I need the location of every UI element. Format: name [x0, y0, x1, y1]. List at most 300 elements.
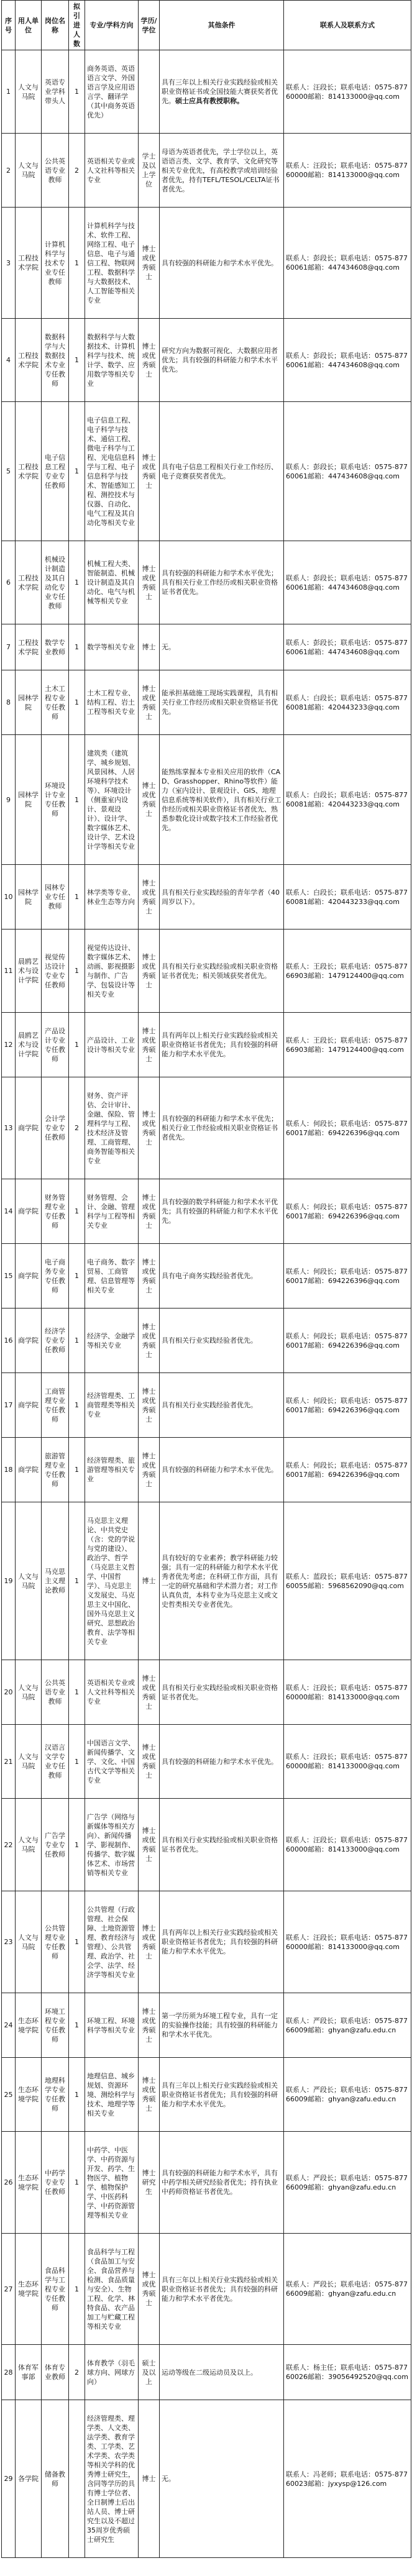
row-edu: 博士或优秀硕士: [139, 1179, 160, 1244]
row-edu: 博士或优秀硕士: [139, 1799, 160, 1891]
row-contact: 联系人：王段长；联系电话：0575-87766903邮箱：1479124400@qq.com: [284, 1013, 411, 1077]
row-conditions: [160, 2400, 284, 2558]
row-no: 17: [2, 1373, 16, 1438]
row-edu: 博士或优秀硕士: [139, 541, 160, 624]
row-unit: 生态环境学院: [16, 2058, 42, 2132]
row-no: 26: [2, 2132, 16, 2234]
row-contact: 联系人：严段长；联系电话：0575-87766009邮箱：ghyan@zafu.edu.cn: [284, 2234, 411, 2345]
table-row: [2, 1373, 411, 1438]
row-count: 1: [69, 1660, 85, 1725]
row-edu: 博士: [139, 1502, 160, 1660]
row-count: 1: [69, 1244, 85, 1309]
row-conditions: [160, 1077, 284, 1179]
row-major: 体育教学（羽毛球方向、网球方向）: [85, 2345, 139, 2400]
row-no: 24: [2, 1993, 16, 2058]
row-edu: 硕士及以上: [139, 2345, 160, 2400]
row-contact: 联系人：汪段长；联系电话：0575-87760000邮箱：814133000@qq.com: [284, 50, 411, 134]
table-row: [2, 1438, 411, 1502]
row-conditions-text: 具有两年以上相关行业实践经验或相关职业资格证书者优先；具有较强的科研能力和学术水平优先。: [162, 1929, 278, 1955]
row-major: 电子商务、数字贸易、工商管理、信息管理等相关专业: [85, 1244, 139, 1309]
row-edu: 博士或优秀硕士: [139, 1373, 160, 1438]
row-post: 汉语言文学专业专任教师: [42, 1725, 69, 1799]
row-unit: 园林学院: [16, 735, 42, 865]
row-post: 工商管理专业专任教师: [42, 1373, 69, 1438]
row-conditions-text: 具有相关行业实践经验者优先。: [162, 1401, 257, 1409]
row-major: 土木工程专业、结构工程、岩土工程等相关专业: [85, 670, 139, 735]
row-conditions-text: 具有较强的数学科研能力和学术水平优先；具有较强的科研能力和学术水平优先。: [162, 1198, 278, 1225]
row-major: 数学等相关专业: [85, 624, 139, 670]
table-row: [2, 624, 411, 670]
row-post: 视觉传达设计专业专任教师: [42, 929, 69, 1013]
row-major: 财务管理、会计、金融、管理科学与工程等相关专业: [85, 1179, 139, 1244]
row-conditions-text: 具有电子信息工程相关行业工作经历、电子竞赛获奖者优先。: [162, 462, 278, 480]
row-post: 会计学专业专任教师: [42, 1077, 69, 1179]
row-conditions: [160, 1725, 284, 1799]
row-post: 机械设计制造及其自动化专业专任教师: [42, 541, 69, 624]
row-edu: 博士或优秀硕士: [139, 1725, 160, 1799]
row-unit: 工程技术学院: [16, 402, 42, 541]
row-major: 英语相关专业或人文社科等相关专业: [85, 1660, 139, 1725]
row-count: 1: [69, 865, 85, 929]
row-edu: 博士研究生: [139, 2132, 160, 2234]
row-post: 公共英语专业教师: [42, 134, 69, 208]
row-contact: 联系人：汪段长；联系电话：0575-87760000邮箱：814133000@qq.com: [284, 1725, 411, 1799]
row-conditions-text: 第一学历须为环境工程专业，具有一定的实验操作技能；具有较强的科研能力和学术水平优先。: [162, 2012, 278, 2039]
row-edu: 博士或优秀硕士: [139, 1309, 160, 1373]
row-unit: 园林学院: [16, 670, 42, 735]
row-post: 土木工程专业专任教师: [42, 670, 69, 735]
row-edu: [139, 50, 160, 134]
row-post: 计算机科学与技术专业专任教师: [42, 208, 69, 319]
row-unit: 商学院: [16, 1244, 42, 1309]
row-major: 地理信息、城乡规划、资源环境、测绘科学与技术、地理学等相关专业: [85, 2058, 139, 2132]
row-post: 产品设计专业专任教师: [42, 1013, 69, 1077]
row-no: 13: [2, 1077, 16, 1179]
row-count: 1: [69, 402, 85, 541]
row-unit: 生态环境学院: [16, 1993, 42, 2058]
row-unit: 工程技术学院: [16, 541, 42, 624]
row-major: 经济管理类、工商管理类等相关专业: [85, 1373, 139, 1438]
row-conditions: [160, 1891, 284, 1993]
row-major: 视觉传达设计、数字媒体艺术、动画、影视摄影与制作、广告学、包装设计等相关专业: [85, 929, 139, 1013]
row-unit: 人文与马院: [16, 1660, 42, 1725]
row-edu: 博士: [139, 2400, 160, 2558]
row-major: 计算机科学与技术、软件工程、网络工程、电子信息、电子与通信工程、物联网工程、数据科学与大数据技术、人工智能等相关专业: [85, 208, 139, 319]
row-count: 1: [69, 1013, 85, 1077]
row-no: 23: [2, 1891, 16, 1993]
row-edu: 博士或优秀硕士: [139, 2234, 160, 2345]
row-edu: 博士或优秀硕士: [139, 735, 160, 865]
row-conditions-text: 具有较强的科研能力和学术水平优先；相关行业工作经验或相关职业资格证书者优先。: [162, 1115, 278, 1141]
row-major: 机械工程大类、智能制造、机械设计制造及其自动化、电气与机械等相关专业: [85, 541, 139, 624]
row-count: 1: [69, 1799, 85, 1891]
row-major: 数据科学与大数据技术、计算机科学与技术、统计学、数学、应用数学等相关专业: [85, 319, 139, 402]
table-row: [2, 2234, 411, 2345]
row-count: [69, 2400, 85, 2558]
row-count: 1: [69, 541, 85, 624]
row-count: 1: [69, 670, 85, 735]
row-conditions-text: 具有相关行业实践经验或相关职业资格证书者优先。: [162, 1683, 278, 1701]
row-conditions-text: 能承担基础施工现场实践课程，具有相关行业工作经历或相关职业资格证书优先。: [162, 689, 278, 716]
row-conditions-text: 能熟练掌握本专业相关应用的软件（CAD、Grasshopper、Rhino等软件）能力（室内设计、景观设计、GIS、地理信息系统等相关软件），具有相关行业工作经历或相关职业资格证书者优先、熟悉参数化设计或数字技术工作经验者优先。: [162, 767, 282, 832]
row-post: 旅游管理专业专任教师: [42, 1438, 69, 1502]
row-conditions-text: 具有三年以上相关行业实践经验或相关职业资格证书或全国技能大赛获奖者优先。: [162, 78, 278, 105]
row-edu: 博士或优秀硕士: [139, 1244, 160, 1309]
row-unit: 人文与马院: [16, 1891, 42, 1993]
row-conditions: [160, 929, 284, 1013]
table-row: [2, 670, 411, 735]
row-unit: 人文与马院: [16, 134, 42, 208]
row-no: 1: [2, 50, 16, 134]
table-header-row: [2, 1, 411, 50]
row-post: 中药学专业专任教师: [42, 2132, 69, 2234]
recruitment-table: [1, 0, 411, 2558]
row-major: 公共管理（行政管理、社会保障、土地资源管理、教育经济与管理）、公共管理、政治学、社会学、法学、经济学等相关专业: [85, 1891, 139, 1993]
table-row: [2, 134, 411, 208]
row-contact: 联系人：严段长；联系电话：0575-87766009邮箱：ghyan@zafu.edu.cn: [284, 2132, 411, 2234]
row-post: 环境工程专业专任教师: [42, 1993, 69, 2058]
row-no: 2: [2, 134, 16, 208]
table-row: [2, 1502, 411, 1660]
row-count: 1: [69, 1309, 85, 1373]
row-conditions: [160, 1179, 284, 1244]
row-no: 9: [2, 735, 16, 865]
row-edu: 博士或优秀硕士: [139, 1993, 160, 2058]
row-conditions-text: 具有三年以上相关行业实践经验或相关职业资格证书者优先；具有较强的科研能力和学术水平优先。: [162, 2081, 278, 2108]
row-conditions: [160, 2132, 284, 2234]
row-conditions-text: 研究方向为数据可视化、大数据应用者优先；具有较强的科研能力和学术水平优先。: [162, 347, 278, 373]
row-conditions: [160, 865, 284, 929]
row-post: 数学专业教师: [42, 624, 69, 670]
row-edu: 博士或优秀硕士: [139, 402, 160, 541]
row-conditions-text: 无。: [162, 2475, 175, 2483]
table-row: [2, 2345, 411, 2400]
row-contact: 联系人：何段长；联系电话：0575-87760017邮箱：694226396@qq.com: [284, 1077, 411, 1179]
row-contact: 联系人：汪段长；联系电话：0575-87760000邮箱：814133000@qq.com: [284, 1660, 411, 1725]
header-no: 序号: [2, 1, 16, 50]
row-unit: 人文与马院: [16, 1502, 42, 1660]
row-unit: 人文与马院: [16, 1725, 42, 1799]
row-major: 商务英语、英语语言文学、外国语言学及应用语言学、翻译学（其中商务英语优先）: [85, 50, 139, 134]
table-row: [2, 208, 411, 319]
row-unit: 商学院: [16, 1309, 42, 1373]
table-row: [2, 541, 411, 624]
row-count: 1: [69, 624, 85, 670]
row-contact: 联系人：王段长；联系电话：0575-87766903邮箱：1479124400@qq.com: [284, 929, 411, 1013]
row-contact: 联系人：汪段长；联系电话：0575-87760000邮箱：814133000@qq.com: [284, 134, 411, 208]
row-major: 产品设计、工业设计等相关专业: [85, 1013, 139, 1077]
row-contact: 联系人：彭段长；联系电话：0575-87760061邮箱：447434608@qq.com: [284, 402, 411, 541]
row-conditions: [160, 1373, 284, 1438]
row-no: 20: [2, 1660, 16, 1725]
header-major: 专业/学科方向: [85, 1, 139, 50]
table-body: [2, 50, 411, 2558]
row-conditions: [160, 735, 284, 865]
row-major: 财务、资产评估、会计审计、金融、保险、管理科学与工程、技术经济及管理、工商管理、商务智能等相关专业: [85, 1077, 139, 1179]
table-row: [2, 735, 411, 865]
row-conditions-text: 母语为英语者优先，学士学位以上，英语语言类、文学、教育学、文化研究等相关专业优先，有高校教学或培训经验者优先，持有TEFL/TESOL/CELTA证书者优先。: [162, 147, 280, 193]
row-count: 1: [69, 2234, 85, 2345]
row-post: 电子商务专业专任教师: [42, 1244, 69, 1309]
row-count: 1: [69, 1179, 85, 1244]
row-post: 地理科学专业专任教师: [42, 2058, 69, 2132]
table-row: [2, 1244, 411, 1309]
table-row: [2, 1179, 411, 1244]
row-edu: 博士或优秀硕士: [139, 1438, 160, 1502]
row-contact: 联系人：何段长；联系电话：0575-87760017邮箱：694226396@qq.com: [284, 1179, 411, 1244]
row-conditions-text: 具有三年以上相关行业实践经验或相关职业资格证书者优先；具有较强的科研能力和学术水平者优先。: [162, 2275, 278, 2303]
row-contact: 联系人：何段长；联系电话：0575-87760017邮箱：694226396@qq.com: [284, 1438, 411, 1502]
row-contact: 联系人：何段长；联系电话：0575-87760017邮箱：694226396@qq.com: [284, 1309, 411, 1373]
row-major: 经济管理类、理学类、人文类、法学类、教育学类、工学类、艺术学类、农学类等相关学科的优秀博士研究生，含同等学历的具有博士学位者、全日制博士后出站人员、博士研究生以及不超过35周岁优秀硕士研究生: [85, 2400, 139, 2558]
row-unit: 工程技术学院: [16, 624, 42, 670]
row-contact: 联系人：杨主任；联系电话：0575-87760026邮箱：39056492520@qq.com: [284, 2345, 411, 2400]
row-edu: 学士及以上学位: [139, 134, 160, 208]
row-post: 广告学专业专任教师: [42, 1799, 69, 1891]
row-unit: 商学院: [16, 1438, 42, 1502]
row-count: 2: [69, 134, 85, 208]
row-no: 28: [2, 2345, 16, 2400]
row-contact: 联系人：何段长；联系电话：0575-87760017邮箱：694226396@qq.com: [284, 1373, 411, 1438]
row-conditions: [160, 2058, 284, 2132]
table-row: [2, 2132, 411, 2234]
row-major: 食品科学与工程（食品加工与安全、食品营养与检测、食品质量与安全）、生物工程、化学、林特食品、农产品加工与贮藏工程等相关专业: [85, 2234, 139, 2345]
row-unit: 生态环境学院: [16, 2234, 42, 2345]
row-no: 3: [2, 208, 16, 319]
row-edu: 博士或优秀硕士: [139, 319, 160, 402]
row-conditions: [160, 402, 284, 541]
row-post: 数据科学与大数据技术专业专任教师: [42, 319, 69, 402]
row-unit: 晨鸥艺术与设计学院: [16, 1013, 42, 1077]
table-row: [2, 50, 411, 134]
row-post: 体育专业教师: [42, 2345, 69, 2400]
row-unit: 商学院: [16, 1077, 42, 1179]
table-row: [2, 1891, 411, 1993]
row-no: 16: [2, 1309, 16, 1373]
row-major: 英语相关专业或人文社科等相关专业: [85, 134, 139, 208]
table-row: [2, 1799, 411, 1891]
row-contact: 联系人：白段长；联系电话：0575-87760081邮箱：420443233@qq.com: [284, 670, 411, 735]
row-no: 10: [2, 865, 16, 929]
row-count: 1: [69, 50, 85, 134]
row-conditions-text: 具有相关行业实践经验或相关职业资格证书者优先；相关领域获奖者优先。: [162, 962, 278, 980]
header-edu: 学历/学位: [139, 1, 160, 50]
row-contact: 联系人：何段长；联系电话：0575-87760017邮箱：694226396@qq.com: [284, 1244, 411, 1309]
row-edu: 博士或优秀硕士: [139, 1660, 160, 1725]
row-no: 4: [2, 319, 16, 402]
row-no: 19: [2, 1502, 16, 1660]
row-conditions-text: 无。: [162, 643, 175, 651]
row-conditions-text: 具有较好的专业素养；教学科研能力较强；具有一定的科研能力和学术水平优秀者优先考虑；在科研工作方面，具有一定的研究基础和学术潜力者；对工作认真负责，本科专业为马克思主义或文史哲类相关专业者优先。: [162, 1553, 278, 1609]
row-unit: 体育军事部: [16, 2345, 42, 2400]
row-edu: 博士或优秀硕士: [139, 1013, 160, 1077]
row-conditions-text: 运动等级在二级运动员及以上。: [162, 2368, 257, 2377]
row-edu: 博士或优秀硕士: [139, 1077, 160, 1179]
row-count: 2: [69, 2345, 85, 2400]
row-conditions: [160, 670, 284, 735]
row-contact: 联系人：彭段长；联系电话：0575-87760061邮箱：447434608@qq.com: [284, 319, 411, 402]
row-unit: 生态环境学院: [16, 2132, 42, 2234]
row-post: 公共管理专业专任教师: [42, 1891, 69, 1993]
table-row: [2, 1077, 411, 1179]
row-major: 广告学（网络与新媒体等相关方向）、新闻传播学、影视制作、传播学、数字媒体艺术、市场营销等相关专业: [85, 1799, 139, 1891]
row-conditions: [160, 319, 284, 402]
row-count: 1: [69, 1438, 85, 1502]
table-row: [2, 1725, 411, 1799]
row-conditions-text: 具有较强的科研能力和学术水平优先；具有相关行业工作经历或相关职业资格证书者优先。: [162, 569, 278, 596]
row-no: 15: [2, 1244, 16, 1309]
row-conditions: [160, 50, 284, 134]
row-conditions: [160, 1660, 284, 1725]
row-no: 11: [2, 929, 16, 1013]
row-edu: 博士或优秀硕士: [139, 2058, 160, 2132]
header-conditions: 其他条件: [160, 1, 284, 50]
row-unit: 人文与马院: [16, 1799, 42, 1891]
row-count: 1: [69, 1373, 85, 1438]
row-count: 1: [69, 1725, 85, 1799]
row-post: 经济学专业专任教师: [42, 1309, 69, 1373]
row-major: 马克思主义理论、中共党史（含：党的学说与党的建设）、政治学、哲学（马克思主义哲学、中国哲学）、马克思主义发展史、马克思主义中国化、国外马克思主义研究、思想政治教育、法学等相关专业: [85, 1502, 139, 1660]
row-post: 园林专业专任教师: [42, 865, 69, 929]
row-conditions-text: 具有电子商务实践经验者优先。: [162, 1272, 257, 1280]
row-count: 1: [69, 2132, 85, 2234]
row-contact: 联系人：白段长；联系电话：0575-87760081邮箱：420443233@qq.com: [284, 735, 411, 865]
row-unit: 商学院: [16, 1373, 42, 1438]
row-conditions: [160, 1244, 284, 1309]
row-post: 公共英语专业教师: [42, 1660, 69, 1725]
row-major: 林学类等专业、林业生态等方向: [85, 865, 139, 929]
row-no: 8: [2, 670, 16, 735]
row-edu: 博士或优秀硕士: [139, 208, 160, 319]
row-no: 22: [2, 1799, 16, 1891]
row-contact: 联系人：蓝段长；联系电话：0575-87760055邮箱：5968562090@qq.com: [284, 1502, 411, 1660]
row-post: 马克思主义理论教师: [42, 1502, 69, 1660]
row-count: 2: [69, 1077, 85, 1179]
row-no: 12: [2, 1013, 16, 1077]
row-post: 食品科学与工程专业专任教师: [42, 2234, 69, 2345]
row-contact: 联系人：彭段长；联系电话：0575-87760061邮箱：447434608@qq.com: [284, 624, 411, 670]
header-unit: 用人单位: [16, 1, 42, 50]
row-conditions-text: 具有相关行业实践经验者优先。: [162, 1336, 257, 1345]
row-count: 1: [69, 1993, 85, 2058]
row-conditions: [160, 2234, 284, 2345]
row-count: 1: [69, 1891, 85, 1993]
row-count: 1: [69, 735, 85, 865]
row-edu: 博士或优秀硕士: [139, 929, 160, 1013]
row-major: 经济管理类、旅游管理等相关专业: [85, 1438, 139, 1502]
row-conditions-text: 具有两年以上相关行业实践经验或相关职业资格证书者优先；具有较强的科研能力和学术水平优先。: [162, 1031, 278, 1058]
table-row: [2, 402, 411, 541]
row-contact: 联系人：严段长；联系电话：0575-87766009邮箱：ghyan@zafu.edu.cn: [284, 1993, 411, 2058]
row-conditions-text: 具有相关行业实践经验的青年学者（40周岁以下）。: [162, 888, 280, 906]
row-conditions-text: 具有较强的科研能力和学术水平优先。: [162, 258, 278, 267]
row-no: 18: [2, 1438, 16, 1502]
row-no: 6: [2, 541, 16, 624]
table-row: [2, 2058, 411, 2132]
row-conditions-text: 具有较强的科研能力和学术水平优先。: [162, 1757, 278, 1766]
row-major: 环境工程、环境科学等相关专业: [85, 1993, 139, 2058]
row-contact: 联系人：汪段长；联系电话：0575-87760000邮箱：814133000@qq.com: [284, 1891, 411, 1993]
table-row: [2, 2400, 411, 2558]
row-edu: 博士或优秀硕士: [139, 1891, 160, 1993]
row-count: 1: [69, 208, 85, 319]
row-conditions-emphasis: 硕士应具有教授职称。: [175, 97, 244, 105]
row-conditions: [160, 1799, 284, 1891]
row-post: 环境设计专业专任教师: [42, 735, 69, 865]
row-no: 29: [2, 2400, 16, 2558]
table-row: [2, 929, 411, 1013]
row-unit: 人文与马院: [16, 50, 42, 134]
row-count: 1: [69, 319, 85, 402]
table-row: [2, 865, 411, 929]
row-major: 电子信息工程、电子科学与技术、通信工程、微电子科学与工程、光电信息科学与工程、电子信息科学与技术、智能感知工程、测控技术与仪器、自动化、电气工程及其自动化等相关专业: [85, 402, 139, 541]
row-conditions-text: 具有较强的科研能力和学术水平优先。: [162, 1466, 278, 1474]
row-conditions: [160, 208, 284, 319]
row-edu: 博士或优秀硕士: [139, 670, 160, 735]
header-contact: 联系人及联系方式: [284, 1, 411, 50]
row-conditions: [160, 2345, 284, 2400]
row-contact: 联系人：严段长；联系电话：0575-87766009邮箱：ghyan@zafu.edu.cn: [284, 2058, 411, 2132]
row-conditions-text: 具有较强的科研能力和学术水平，具有中药学相关研究经验者优先；持有执业中药师资格证书者优先。: [162, 2169, 278, 2196]
row-major: 中药学、中医学、中药资源与开发、药学、生物医学、植物学、植物保护学、中医药科学、中药资源管理等相关专业: [85, 2132, 139, 2234]
row-edu: 博士或优秀硕士: [139, 865, 160, 929]
table-row: [2, 1660, 411, 1725]
table-row: [2, 1013, 411, 1077]
row-conditions: [160, 134, 284, 208]
table-row: [2, 319, 411, 402]
row-major: 中国语言文学、新闻传播学、文学、文化、中国古代文学等相关专业: [85, 1725, 139, 1799]
header-post: 岗位名称: [42, 1, 69, 50]
row-unit: 工程技术学院: [16, 319, 42, 402]
row-contact: 联系人：彭段长；联系电话：0575-87760061邮箱：447434608@qq.com: [284, 208, 411, 319]
row-unit: 晨鸥艺术与设计学院: [16, 929, 42, 1013]
row-unit: 各学院: [16, 2400, 42, 2558]
row-contact: 联系人：汪段长；联系电话：0575-87760000邮箱：814133000@qq.com: [284, 1799, 411, 1891]
row-unit: 园林学院: [16, 865, 42, 929]
row-major: 建筑类（建筑学、城乡规划、风景园林、人居环境科学技术等）、环境设计（侧重室内设计、景观设计）、设计学、数字媒体艺术、设计学、艺术设计学等相关专业: [85, 735, 139, 865]
row-post: 财务管理专业专任教师: [42, 1179, 69, 1244]
row-edu: 博士: [139, 624, 160, 670]
row-no: 25: [2, 2058, 16, 2132]
row-unit: 工程技术学院: [16, 208, 42, 319]
row-post: 储备教师: [42, 2400, 69, 2558]
row-conditions: [160, 624, 284, 670]
row-no: 14: [2, 1179, 16, 1244]
row-no: 7: [2, 624, 16, 670]
row-no: 27: [2, 2234, 16, 2345]
row-conditions: [160, 1013, 284, 1077]
row-conditions: [160, 541, 284, 624]
header-count: 拟引进人数: [69, 1, 85, 50]
row-no: 5: [2, 402, 16, 541]
row-no: 21: [2, 1725, 16, 1799]
row-post: 英语专业学科带头人: [42, 50, 69, 134]
row-contact: 联系人：白段长；联系电话：0575-87760081邮箱：420443233@qq.com: [284, 865, 411, 929]
row-count: 1: [69, 1502, 85, 1660]
table-row: [2, 1993, 411, 2058]
row-conditions-text: 具有相关行业实践经验或相关职业资格证书者优先。: [162, 1836, 278, 1853]
table-row: [2, 1309, 411, 1373]
row-conditions: [160, 1438, 284, 1502]
row-contact: 联系人：彭段长；联系电话：0575-87760061邮箱：447434608@qq.com: [284, 541, 411, 624]
row-conditions: [160, 1502, 284, 1660]
row-major: 经济学、金融学等相关专业: [85, 1309, 139, 1373]
row-unit: 商学院: [16, 1179, 42, 1244]
row-count: 1: [69, 929, 85, 1013]
row-conditions: [160, 1993, 284, 2058]
row-contact: 联系人：冯老师；联系电话：0575-87760023邮箱：jyxysp@126.com: [284, 2400, 411, 2558]
row-conditions: [160, 1309, 284, 1373]
